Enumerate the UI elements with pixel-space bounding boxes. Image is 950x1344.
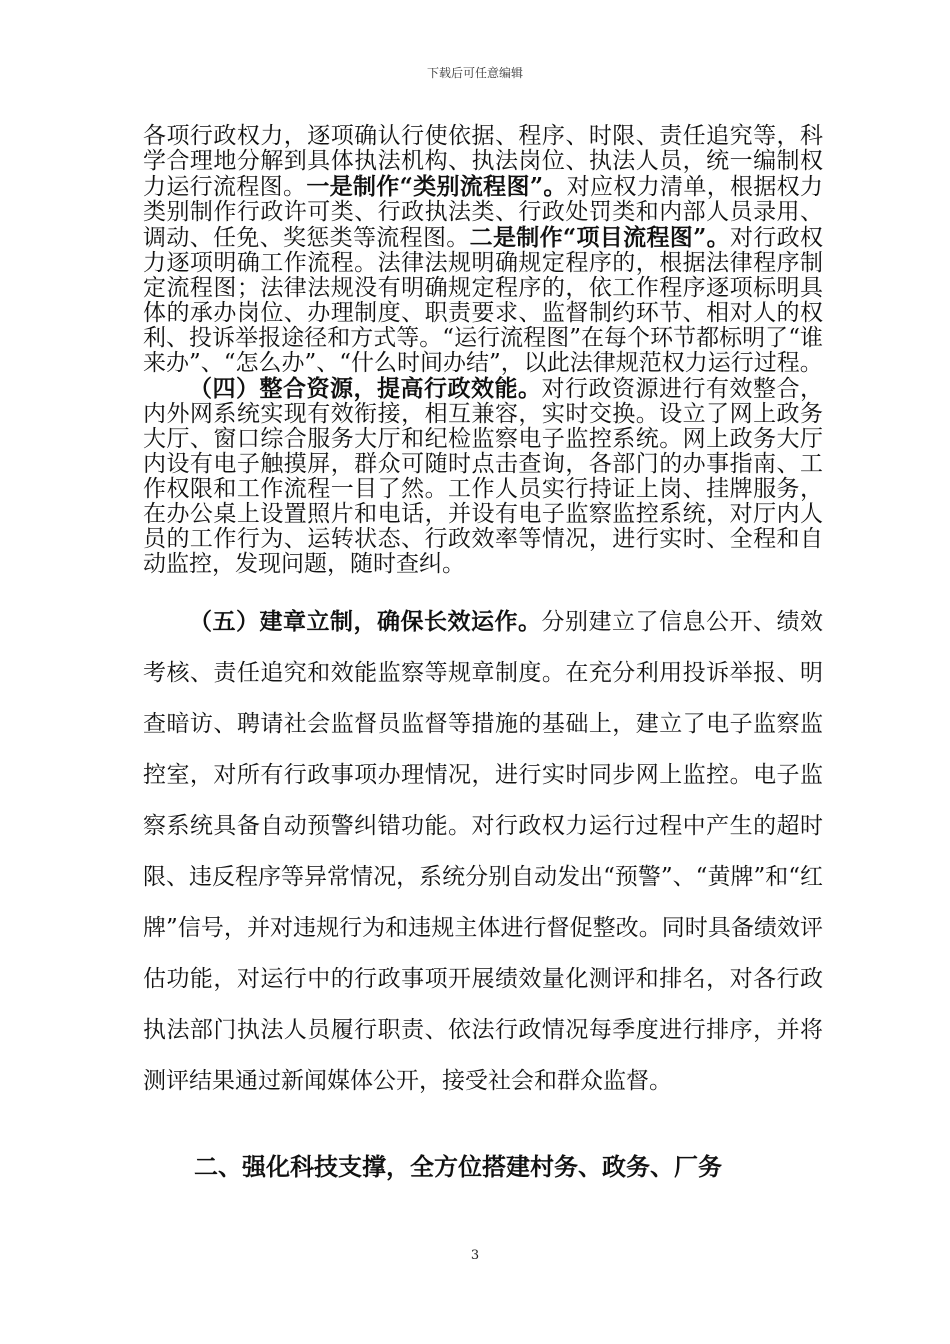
tight-text-block <box>143 124 823 577</box>
paragraph-text: 对行政资源进行有效整合，内外网系统实现有效衔接，相互兼容，实时交换。设立了网上政务大厅、窗口综合服务大厅和纪检监察电子监控系统。网上政务大厅内设有电子触摸屏，群众可随时点击查询，各部门的办事指南、工作权限和工作流程一目了然。工作人员实行持证上岗、挂牌服务，在办公桌上设置照片和电话，并设有电子监察监控系统，对厅内人员的工作行为、运转状态、行政效率等情况，进行实时、全程和自动监控，发现问题，随时查纠。 <box>143 376 823 577</box>
paragraph-flowcharts <box>143 124 823 376</box>
page-number: 3 <box>470 1248 480 1263</box>
section-heading-4: （四）整合资源，提高行政效能。 <box>189 375 542 402</box>
section-heading-5: （五）建章立制，确保长效运作。 <box>189 608 542 635</box>
paragraph-text: 对行政权力逐项明确工作流程。法律法规明确规定程序的，根据法律程序制定流程图；法律法规没有明确规定程序的，依工作程序逐项标明具体的承办岗位、办理制度、职责要求、监督制约环节、相对人的权利、投诉举报途径和方式等。“运行流程图”在每个环节都标明了“谁来办”、“怎么办”、“什么时间办结”，以此法律规范权力运行过程。 <box>143 225 824 376</box>
section-heading-2: 二、强化科技支撑，全方位搭建村务、政务、厂务 <box>194 1152 722 1181</box>
paragraph-build-rules <box>143 596 823 1107</box>
bold-phrase: 一是制作“类别流程图”。 <box>306 173 567 200</box>
paragraph-text: 各项行政权力，逐项确认行使依据、程序、时限、责任追究等，科学合理地分解到具体执法机构、执法岗位、执法人员，统一编制权力运行流程图。 <box>143 123 823 200</box>
paragraph-integrate-resources <box>143 376 823 577</box>
paragraph-text: 对应权力清单，根据权力类别制作行政许可类、行政执法类、行政处罚类和内部人员录用、调动、任免、奖惩类等流程图。 <box>143 174 824 251</box>
page-header: 下载后可任意编辑 <box>426 66 523 80</box>
paragraph-text: 分别建立了信息公开、绩效考核、责任追究和效能监察等规章制度。在充分利用投诉举报、明查暗访、聘请社会监督员监督等措施的基础上，建立了电子监察监控室，对所有行政事项办理情况，进行实时同步网上监控。电子监察系统具备自动预警纠错功能。对行政权力运行过程中产生的超时限、违反程序等异常情况，系统分别自动发出“预警”、“黄牌”和“红牌”信号，并对违规行为和违规主体进行督促整改。同时具备绩效评估功能，对运行中的行政事项开展绩效量化测评和排名，对各行政执法部门执法人员履行职责、依法行政情况每季度进行排序，并将测评结果通过新闻媒体公开，接受社会和群众监督。 <box>143 609 823 1094</box>
loose-text-block <box>143 596 823 1107</box>
bold-phrase: 二是制作“项目流程图”。 <box>469 224 731 251</box>
